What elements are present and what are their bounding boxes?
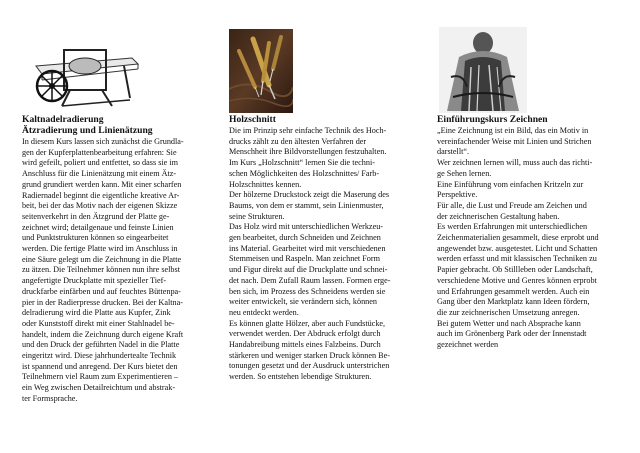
text-holzschnitt: Die im Prinzip sehr einfache Technik des Hoch- drucks zählt zu den ältesten Verfahren der Menschheit ihre Bildvorstellungen festzuhalten. Im Kurs „Holzschnitt“ lernen Sie die techni- schen Möglichkeiten des Holzschnittes/ Farb- Holzschnittes kennen. Der hölzerne Druckstock zeigt die Maserung des Baums, von dem er stammt, sein Linienmuster, seine Strukturen. Das Holz wird mit unterschiedlichen Werkzeu- gen bearbeitet, durch Schneiden und Zeichnen ins Material. Gearbeitet wird mit verschiedenen Stemmeisen und Raspeln. Man zeichnet Form und Figur direkt auf die Druckplatte und schnei- det nach. Dem Zufall Raum lassen. Formen erge- ben sich, im Prozess des Schneidens werden sie weiter entwickelt, sie verändern sich, können neu entdeckt werden. Es können glatte Hölzer, aber auch Fundstücke, verwendet werden. Der Abdruck erfolgt durch Handabreibung mittels eines Falzbeins. Durch stärkeren und weniger starken Druck können Be- tonungen gesetzt und der Ausdruck unterstrichen werden. So entstehen lebendige Strukturen. <box>229 126 391 382</box>
drawing-sketch-illustration <box>439 27 527 113</box>
text-einfuehrungskurs-zeichnen: „Eine Zeichnung ist ein Bild, das ein Motiv in vereinfachender Weise mit Linien und Strichen darstellt“. Wer zeichnen lernen will, muss auch das richti- ge Sehen lernen. Eine Einführung vom einfachen Kritzeln zur Perspektive. Für alle, die Lust und Freude am Zeichen und der zeichnerischen Gestaltung haben. Es werden Erfahrungen mit unterschiedlichen Zeichenmaterialien gesammelt, diese erprobt und angewendet bzw. ausgetestet. Licht und Schatten werden erfasst und mit klassischen Techniken zu Papier gebracht. Ob Stillleben oder Landschaft, verschiedene Motive und Genres können erprobt und Erfahrungen gesammelt werden. Auch ein Gang über den Marktplatz kann Ideen fördern, die zur zeichnerischen Umsetzung anregen. Bei gutem Wetter und nach Absprache kann auch im Grönenberg Park oder der Innenstadt gezeichnet werden <box>437 126 599 350</box>
etching-press-illustration <box>24 36 144 108</box>
text-kaltnadelradierung: In diesem Kurs lassen sich zunächst die Grundla- gen der Kupferplattenbearbeitung erfahren: Sie wird gefeilt, poliert und entfettet, so dass sie im Anschluss für die Linienätzung mit einem Ätz- grund grundiert werden kann. Mit einer scharfen Radiernadel beginnt die eigentliche kreative Ar- beit, bei der das Motiv nach der eigenen Skizze seitenverkehrt in den Ätzgrund der Platte ge- zeichnet wird; detailgenaue und feinste Linien und Punktstrukturen können so eingearbeitet werden. Die fertige Platte wird im Anschluss in eine Säure gelegt um die Zeichnung in die Platte zu ätzen. Die Teilnehmer können nun ihre selbst angefertigte Druckplatte mit spezieller Tief- druckfarbe einfärben und auf feuchtes Büttenpa- pier in der Radierpresse drucken. Bei der Kaltna- delradierung wird die Platte aus Kupfer, Zink oder Kunststoff direkt mit einer Stahlnadel be- handelt, indem die Zeichnung durch eigene Kraft und den Druck der geführten Nadel in die Platte eingeritzt wird. Diese jahrhundertealte Technik ist spannend und anregend. Der Kurs bietet den Teilnehmern viel Raum zum Experimentieren – ein Weg zwischen Detailreichtum und abstrak- ter Formsprache. <box>22 137 184 403</box>
title-einfuehrungskurs-zeichnen: Einführungskurs Zeichnen <box>437 114 548 125</box>
title-kaltnadelradierung: Kaltnadelradierung Ätzradierung und Linienätzung <box>22 114 153 136</box>
woodcut-tools-photo <box>229 29 293 113</box>
title-holzschnitt: Holzschnitt <box>229 114 276 125</box>
